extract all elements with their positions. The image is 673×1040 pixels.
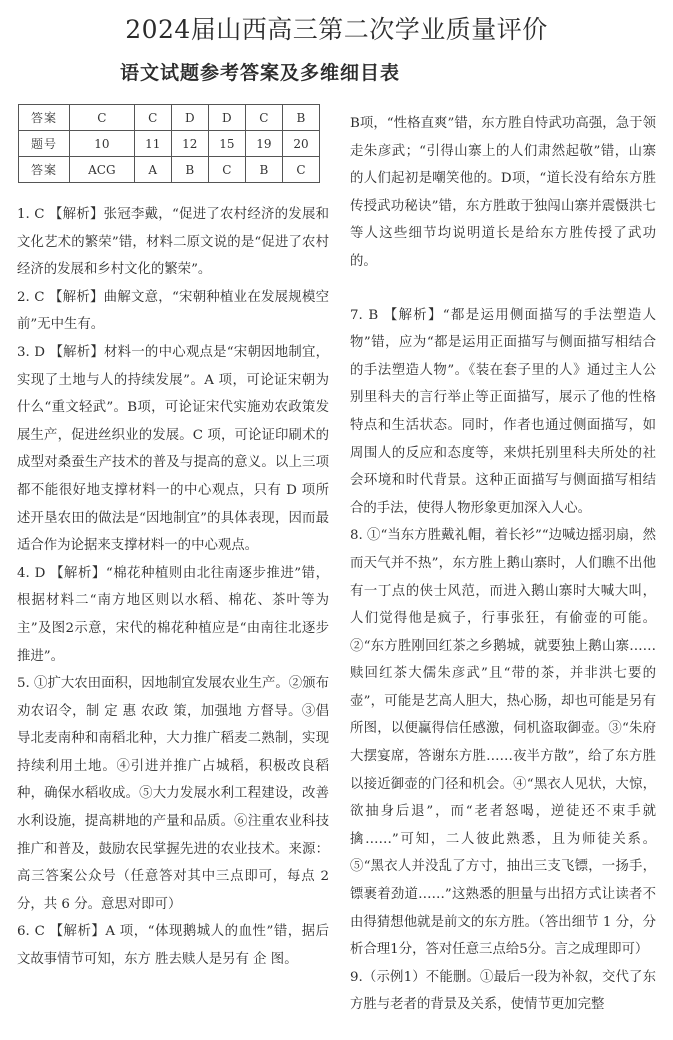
document-title: 2024届山西高三第二次学业质量评价 <box>125 15 548 44</box>
table-cell: 15 <box>208 131 245 157</box>
table-cell: D <box>171 105 208 131</box>
answer-item-7: 7. B 【解析】“都是运用侧面描写的手法塑造人物”错，应为“都是运用正面描写与侧面描写相结合的手法塑造人物”。《装在套子里的人》通过主人公别里科夫的言行举止等正面描写，展示了他的性格特点和生活状态。同时，作者也通过侧面描写，如周围人的反应和态度等，来烘托别里科夫所处的社会环境和时代背景。这种正面描写与侧面描写相结合的手法，使得人物形象更加深入人心。 <box>350 307 656 516</box>
answer-item-1: 1. C 【解析】张冠李戴，“促进了农村经济的发展和文化艺术的繁荣”错，材料二原文说的是“促进了农村经济的发展和乡村文化的繁荣”。 <box>17 207 329 278</box>
answer-item-3: 3. D 【解析】材料一的中心观点是“宋朝因地制宜，实现了土地与人的持续发展”。A 项，可论证宋朝为什么“重文轻武”。B项，可论证宋代实施劝农政策发展生产，促进丝织业的发展。C 项，可论证印刷术的成型对桑蚕生产技术的普及与提高的意义。以上三项都不能很好地支撑材料一的中心观点，只有 D 项所述开垦农田的做法是“因地制宜”的具体表现，因而最适合作为论据来支撑材料一的中心观点。 <box>17 344 329 554</box>
table-row <box>19 105 320 131</box>
row-header: 答案 <box>19 105 70 131</box>
answer-item-6: 6. C 【解析】A 项，“体现鹅城人的血性”错，据后文故事情节可知，东方 胜去赎人是另有 企 图。 <box>17 924 329 968</box>
table-cell: C <box>245 105 282 131</box>
table-cell: C <box>282 157 319 183</box>
table-cell: 20 <box>282 131 319 157</box>
table-cell: B <box>282 105 319 131</box>
table-cell: C <box>208 157 245 183</box>
answer-item-9: 9.（示例1）不能删。①最后一段为补叙，交代了东方胜与老者的背景及关系，使情节更加完整 <box>350 969 656 1013</box>
table-cell: B <box>171 157 208 183</box>
table-cell: C <box>134 105 171 131</box>
row-header: 答案 <box>19 157 70 183</box>
answer-key-table <box>18 104 320 183</box>
answer-item-2: 2. C 【解析】曲解文意，“宋朝种植业在发展规模空前”无中生有。 <box>17 289 329 333</box>
answer-item-4: 4. D 【解析】“棉花种植则由北往南逐步推进”错，根据材料二“南方地区则以水稻、棉花、茶叶等为主”及图2示意，宋代的棉花种植应是“由南往北逐步推进”。 <box>17 565 329 664</box>
answer-item-5: 5. ①扩大农田面积，因地制宜发展农业生产。②颁布劝农诏令，制 定 惠 农政 策，加强地 方督导。③倡导北麦南种和南稻北种，大力推广稻麦二熟制，实现持续利用土地。④引进并推广占城稻，积极改良稻种，确保水稻收成。⑤大力发展水利工程建设，改善水利设施，提高耕地的产量和品质。⑥注重农业科技推广和普及，鼓励农民掌握先进的农业技术。来源：高三答案公众号（任意答对其中三点即可，每点 2 分，共 6 分。意思对即可） <box>17 676 329 912</box>
right-column <box>350 110 656 1019</box>
table-cell: 19 <box>245 131 282 157</box>
table-cell: C <box>70 105 135 131</box>
table-cell: A <box>134 157 171 183</box>
table-cell: 11 <box>134 131 171 157</box>
table-cell: ACG <box>70 157 135 183</box>
table-row <box>19 131 320 157</box>
table-cell: D <box>208 105 245 131</box>
table-cell: 10 <box>70 131 135 157</box>
left-column <box>17 201 329 974</box>
table-cell: B <box>245 157 282 183</box>
table-cell: 12 <box>171 131 208 157</box>
answer-item-8: 8. ①“当东方胜戴礼帽，着长衫”“边喊边摇羽扇，然而天气并不热”，东方胜上鹅山寨时，人们瞧不出他有一丁点的侠士风范，而进入鹅山寨时大喊大叫，人们觉得他是疯子，行事张狂，有偷壶的可能。②“东方胜刚回红茶之乡鹅城，就要独上鹅山寨……赎回红茶大儒朱彦武”且“带的茶，并非洪七要的壶”，可能是艺高人胆大，热心肠，却也可能是另有所图，以便赢得信任感激，伺机盗取御壶。③“朱府大摆宴席，答谢东方胜……夜半方散”，给了东方胜以接近御壶的门径和机会。④“黑衣人见状，大惊，欲抽身后退”，而“老者怒喝，逆徒还不束手就擒……”可知，二人彼此熟悉，且为师徒关系。⑤“黑衣人并没乱了方寸，抽出三支飞镖，一扬手，镖裹着劲道……”这熟悉的胆量与出招方式让读者不由得猜想他就是前文的东方胜。（答出细节 1 分，分析合理1分，答对任意三点给5分。言之成理即可） <box>350 528 656 958</box>
row-header: 题号 <box>19 131 70 157</box>
answer-item-6-continued: B项，“性格直爽”错，东方胜自恃武功高强，急于领走朱彦武；“引得山寨上的人们肃然起敬”错，山寨的人们起初是嘲笑他的。D项，“道长没有给东方胜传授武功秘诀”错，东方胜敢于独闯山寨并震慑洪七等人这些细节均说明道长是给东方胜传授了武功的。 <box>350 116 656 269</box>
table-row <box>19 157 320 183</box>
document-subtitle: 语文试题参考答案及多维细目表 <box>120 62 401 84</box>
